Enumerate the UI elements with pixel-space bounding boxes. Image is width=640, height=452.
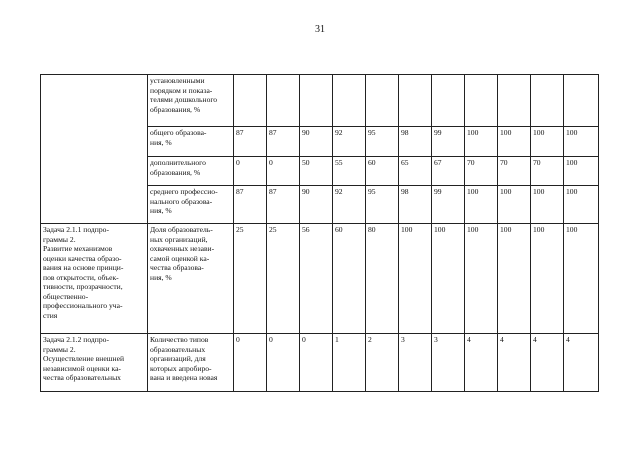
- value-cell: 92: [333, 186, 366, 224]
- indicator-table: [40, 74, 599, 392]
- value-cell: [531, 75, 564, 127]
- value-cell: 4: [498, 334, 531, 392]
- value-cell: 25: [234, 224, 267, 334]
- value-cell: 67: [432, 157, 465, 186]
- task-cell: Задача 2.1.2 подпро- граммы 2. Осуществление внешней независимой оценки ка- чества образовательных: [41, 334, 148, 392]
- value-cell: 4: [564, 334, 599, 392]
- value-cell: 0: [234, 334, 267, 392]
- value-cell: 56: [300, 224, 333, 334]
- value-cell: 3: [399, 334, 432, 392]
- indicator-cell: среднего профессио- нального образова- ния, %: [148, 186, 234, 224]
- value-cell: 0: [267, 157, 300, 186]
- value-cell: 87: [267, 186, 300, 224]
- value-cell: 100: [498, 224, 531, 334]
- value-cell: 50: [300, 157, 333, 186]
- value-cell: 60: [333, 224, 366, 334]
- value-cell: [399, 75, 432, 127]
- value-cell: [333, 75, 366, 127]
- value-cell: 100: [564, 186, 599, 224]
- value-cell: 95: [366, 127, 399, 157]
- indicator-cell: дополнительного образования, %: [148, 157, 234, 186]
- value-cell: 0: [234, 157, 267, 186]
- value-cell: 80: [366, 224, 399, 334]
- value-cell: 90: [300, 186, 333, 224]
- value-cell: 70: [498, 157, 531, 186]
- value-cell: 90: [300, 127, 333, 157]
- value-cell: 100: [498, 127, 531, 157]
- value-cell: [564, 75, 599, 127]
- value-cell: 60: [366, 157, 399, 186]
- value-cell: 2: [366, 334, 399, 392]
- value-cell: 100: [465, 186, 498, 224]
- value-cell: 92: [333, 127, 366, 157]
- value-cell: 100: [399, 224, 432, 334]
- value-cell: [498, 75, 531, 127]
- value-cell: 95: [366, 186, 399, 224]
- page-number: 31: [315, 24, 325, 35]
- value-cell: 99: [432, 186, 465, 224]
- task-cell: Задача 2.1.1 подпро- граммы 2. Развитие механизмов оценки качества образо- вания на основе принци- пов открытости, объек- тивности, прозрачности, общественно- профессионального уча- стия: [41, 224, 148, 334]
- value-cell: 3: [432, 334, 465, 392]
- value-cell: 25: [267, 224, 300, 334]
- value-cell: [300, 75, 333, 127]
- indicator-cell: установленными порядком и показа- телями дошкольного образования, %: [148, 75, 234, 127]
- value-cell: [366, 75, 399, 127]
- value-cell: 55: [333, 157, 366, 186]
- value-cell: 100: [498, 186, 531, 224]
- value-cell: [234, 75, 267, 127]
- value-cell: 87: [234, 186, 267, 224]
- value-cell: 100: [564, 157, 599, 186]
- value-cell: 100: [465, 127, 498, 157]
- table-row: [41, 224, 599, 334]
- table-row: [41, 334, 599, 392]
- value-cell: 4: [531, 334, 564, 392]
- value-cell: 100: [531, 224, 564, 334]
- value-cell: [267, 75, 300, 127]
- table-row: [41, 75, 599, 127]
- value-cell: 0: [267, 334, 300, 392]
- value-cell: 87: [234, 127, 267, 157]
- value-cell: 98: [399, 186, 432, 224]
- value-cell: 98: [399, 127, 432, 157]
- value-cell: 70: [531, 157, 564, 186]
- value-cell: 100: [531, 127, 564, 157]
- value-cell: 100: [564, 127, 599, 157]
- value-cell: 1: [333, 334, 366, 392]
- value-cell: 99: [432, 127, 465, 157]
- value-cell: [465, 75, 498, 127]
- indicator-cell: Доля образователь- ных организаций, охваченных незави- самой оценкой ка- чества образова- ния, %: [148, 224, 234, 334]
- indicator-cell: общего образова- ния, %: [148, 127, 234, 157]
- value-cell: 70: [465, 157, 498, 186]
- value-cell: 4: [465, 334, 498, 392]
- value-cell: 100: [564, 224, 599, 334]
- value-cell: [432, 75, 465, 127]
- value-cell: 100: [531, 186, 564, 224]
- value-cell: 87: [267, 127, 300, 157]
- value-cell: 100: [432, 224, 465, 334]
- task-cell: [41, 75, 148, 224]
- value-cell: 65: [399, 157, 432, 186]
- indicator-cell: Количество типов образовательных организаций, для которых апробиро- вана и введена новая: [148, 334, 234, 392]
- value-cell: 0: [300, 334, 333, 392]
- value-cell: 100: [465, 224, 498, 334]
